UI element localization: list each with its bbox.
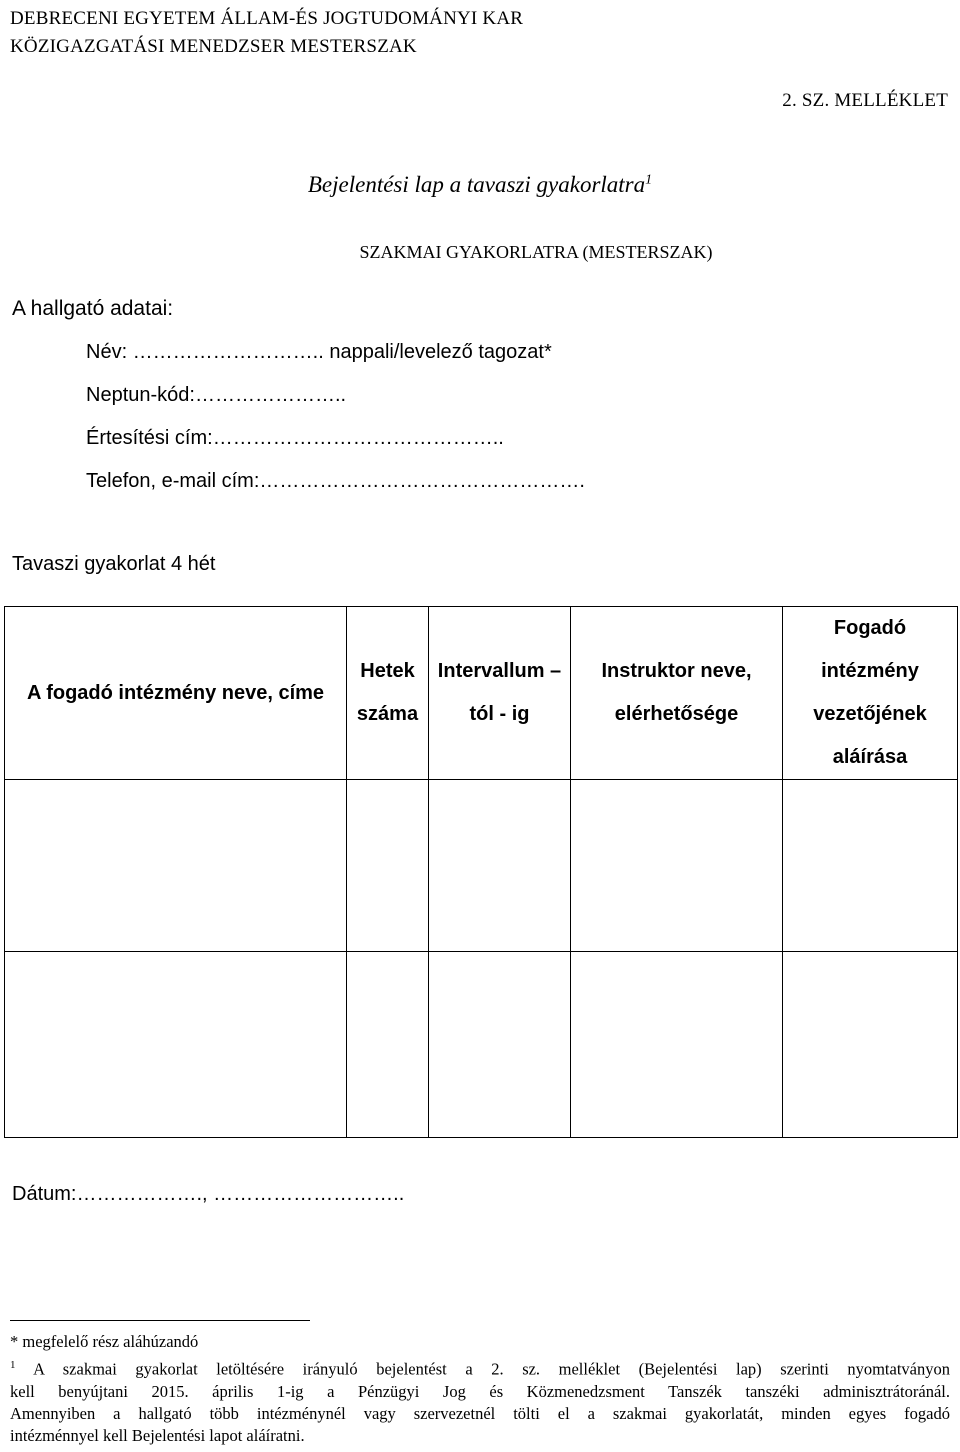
- table-cell[interactable]: [347, 780, 429, 952]
- footnote-star: * megfelelő rész aláhúzandó: [10, 1332, 199, 1351]
- table-cell[interactable]: [429, 952, 571, 1138]
- col-institution: A fogadó intézmény neve, címe: [5, 607, 347, 780]
- table-cell[interactable]: [5, 952, 347, 1138]
- col-interval: Intervallum –tól - ig: [429, 607, 571, 780]
- faculty-name: DEBRECENI EGYETEM ÁLLAM-ÉS JOGTUDOMÁNYI KAR: [10, 8, 524, 29]
- table-cell[interactable]: [571, 780, 783, 952]
- footnote-one-mark: 1: [10, 1359, 16, 1371]
- table-row: [5, 780, 958, 952]
- form-title: [0, 172, 960, 198]
- table-cell[interactable]: [347, 952, 429, 1138]
- address-field: Értesítési cím:……………………………………..: [86, 427, 504, 449]
- name-field: Név: ……………………….. nappali/levelező tagozat*: [86, 341, 552, 363]
- student-heading: A hallgató adatai:: [12, 297, 174, 320]
- form-title-text: Bejelentési lap a tavaszi gyakorlatra: [307, 172, 646, 197]
- table-cell[interactable]: [571, 952, 783, 1138]
- program-name: KÖZIGAZGATÁSI MENEDZSER MESTERSZAK: [10, 36, 417, 57]
- table-cell[interactable]: [783, 780, 958, 952]
- table-header-row: [5, 607, 958, 780]
- form-subtitle: SZAKMAI GYAKORLATRA (MESTERSZAK): [359, 242, 713, 262]
- contact-field: Telefon, e-mail cím:………………………………………….: [86, 470, 585, 492]
- annex-label: 2. SZ. MELLÉKLET: [782, 90, 948, 111]
- footnote-separator: [10, 1320, 310, 1321]
- title-footnote-mark: 1: [645, 172, 653, 188]
- footnote-one-line-2: kell benyújtani 2015. április 1-ig a Pénzügyi Jog és Közmenedzsment Tanszék tanszéki adminisztrátoránál.: [10, 1381, 950, 1401]
- date-field: Dátum:………………., ………………………..: [12, 1183, 405, 1205]
- col-instructor: Instruktor neve, elérhetősége: [571, 607, 783, 780]
- footnote-one-line-1: A szakmai gyakorlat letöltésére irányuló bejelentést a 2. sz. melléklet (Bejelentési lap) szerinti nyomtatványon: [33, 1359, 950, 1379]
- footnote-one: [10, 1354, 950, 1447]
- col-signature: Fogadó intézmény vezetőjének aláírása: [783, 607, 958, 780]
- neptun-field: Neptun-kód:…………………..: [86, 384, 347, 406]
- internship-table: [4, 606, 958, 1138]
- table-cell[interactable]: [5, 780, 347, 952]
- footnote-one-line-3: Amennyiben a hallgató több intézménynél vagy szervezetnél tölti el a szakmai gyakorlatát, minden egyes fogadó: [10, 1403, 950, 1423]
- footnote-one-line-4: intézménnyel kell Bejelentési lapot aláíratni.: [10, 1425, 305, 1445]
- practice-heading: Tavaszi gyakorlat 4 hét: [12, 553, 216, 575]
- table-cell[interactable]: [429, 780, 571, 952]
- table-cell[interactable]: [783, 952, 958, 1138]
- table-row: [5, 952, 958, 1138]
- col-weeks: Hetek száma: [347, 607, 429, 780]
